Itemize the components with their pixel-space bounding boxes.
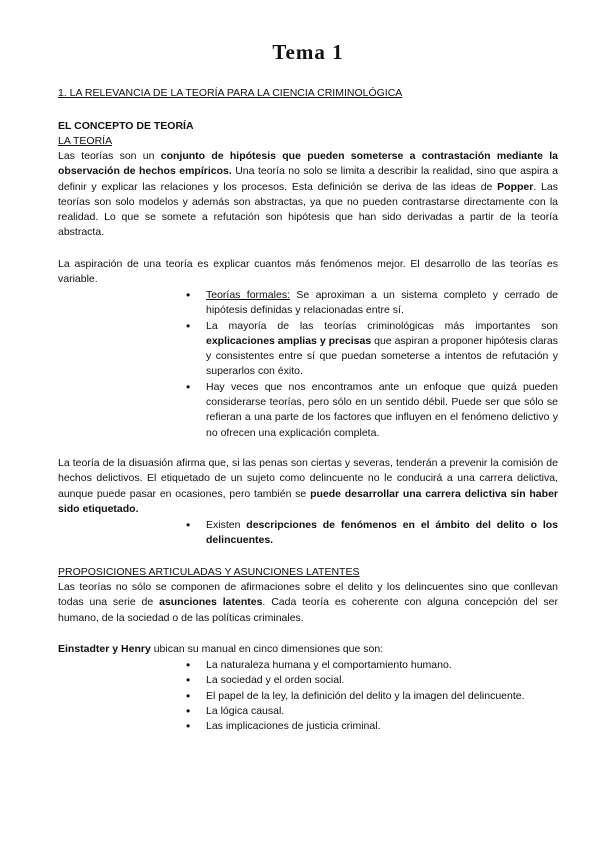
text-run: Una teoría no solo se limita a describir la realidad, sino que aspira a definir y explicar las relaciones y los procesos. Esta definición se deriva de las ideas de [58,165,558,193]
bullet-text: Se aproximan a un sistema completo y cerrado de hipótesis definidas y relacionadas entre sí. [206,289,559,317]
list-item [186,518,558,549]
bullet-bold: descripciones de fenómenos en el ámbito del delito o los delincuentes. [206,519,559,547]
list-item [186,288,558,319]
heading-la-teoria: LA TEORÍA [58,135,113,147]
paragraph-einstadter [58,642,558,657]
bullet-text: Hay veces que nos encontramos ante un enfoque que quizá pueden considerarse teorías, pero sólo en un sentido débil. Puede ser que sólo se refieran a una parte de los factores que influyen en el fenómeno delictivo y no ofrecen una explicación completa. [206,380,558,439]
bold-run: puede desarrollar una carrera delictiva sin haber sido etiquetado. [58,487,558,515]
text-run: La teoría de la disuasión afirma que, si las penas son ciertas y severas, tenderán a prevenir la comisión de hechos delictivos. El etiquetado de un sujeto como delincuente no le conducirá a una carrera delictiva, aunque puede pasar en ocasiones, pero también se [58,457,558,500]
bullet-list-teorias [186,288,558,441]
bullet-text: Existen [206,519,247,531]
bullet-list-descripciones [186,518,558,549]
bullet-text: que aspiran a proponer hipótesis claras y consistentes entre sí que puedan someterse a intentos de refutación y superarlos con éxito. [206,334,559,378]
page-title: Tema 1 [272,40,344,64]
paragraph-asunciones [58,580,558,626]
list-item: • La lógica causal. [186,704,558,719]
bullet-text: La mayoría de las teorías criminológicas más importantes son [206,319,558,332]
paragraph-aspiracion: La aspiración de una teoría es explicar cuantos más fenómenos mejor. El desarrollo de las teorías es variable. [58,258,558,286]
paragraph-teoria-definicion [58,149,558,241]
list-item: • El papel de la ley, la definición del delito y la imagen del delincuente. [186,689,558,704]
heading-concepto-teoria: EL CONCEPTO DE TEORÍA [58,120,194,132]
bullet-list-dimensiones [186,658,558,734]
list-item: • Las implicaciones de justicia criminal. [186,719,558,734]
bold-run-authors: Einstadter y Henry [58,643,151,655]
list-item [186,319,558,380]
list-item [186,380,558,441]
paragraph-disuasion [58,456,558,517]
bullet-label: Teorías formales: [206,289,290,301]
text-run: Las teorías son un [58,150,161,162]
bullet-bold: explicaciones amplias y precisas [206,334,372,347]
text-run: ubican su manual en cinco dimensiones que son: [150,643,384,655]
bold-run: asunciones latentes [159,596,263,609]
section-heading-relevancia: 1. LA RELEVANCIA DE LA TEORÍA PARA LA CIENCIA CRIMINOLÓGICA [58,87,403,99]
text-run: . Las teorías son solo modelos y además son abstractas, ya que no pueden contrastarse directamente con la realidad. Lo que se somete a refutación son hipótesis que han sido derivadas a partir de la teoría abstracta. [58,180,558,239]
bold-run-popper: Popper [497,180,534,193]
text-run: Las teorías no sólo se componen de afirmaciones sobre el delito y los delincuentes sino que conllevan todas una serie de [58,581,558,609]
list-item: • La naturaleza humana y el comportamiento humano. [186,658,558,673]
text-run: . Cada teoría es coherente con alguna concepción del ser humano, de la sociedad o de las políticas criminales. [58,596,559,624]
list-item: • La sociedad y el orden social. [186,673,558,688]
bold-run: conjunto de hipótesis que pueden someterse a contrastación mediante la observación de hechos empíricos. [58,150,558,178]
section-heading-proposiciones: PROPOSICIONES ARTICULADAS Y ASUNCIONES LATENTES [58,566,360,578]
